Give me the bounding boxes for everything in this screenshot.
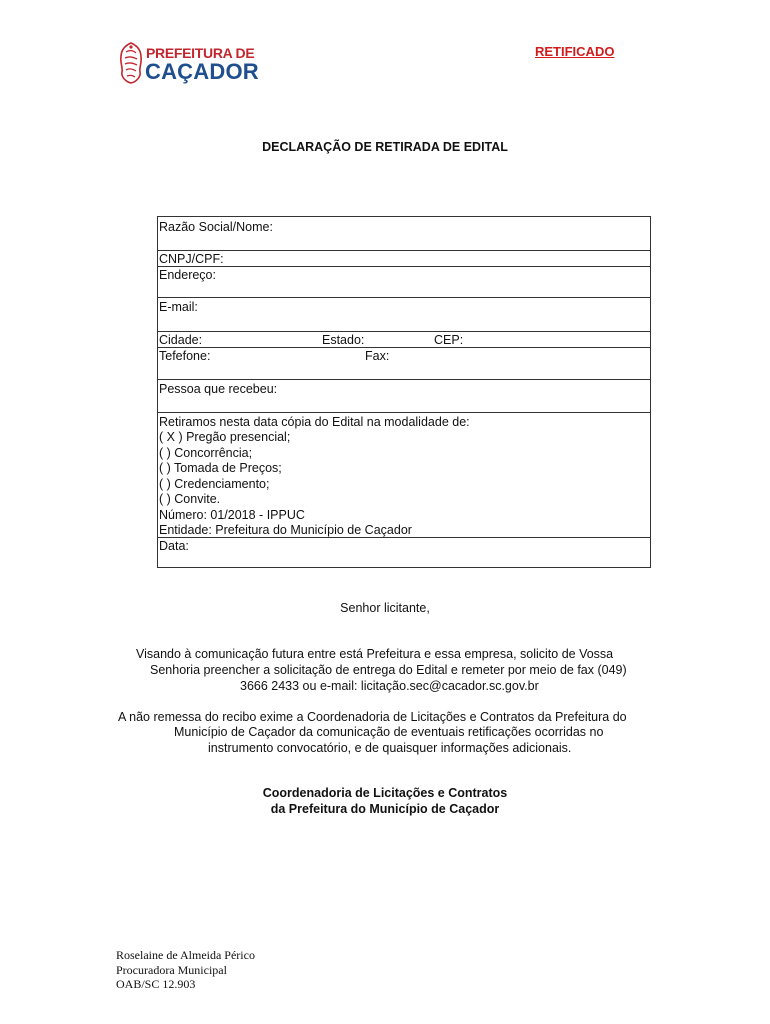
cnpj-label: CNPJ/CPF: (159, 252, 224, 266)
paragraph-1-line-3: 3666 2433 ou e-mail: licitação.sec@cacador.sc.gov.br (240, 679, 539, 693)
paragraph-2-line-1: A não remessa do recibo exime a Coordenadoria de Licitações e Contratos da Prefeitura do (118, 710, 627, 724)
form-divider (158, 250, 650, 251)
option-tomada-precos: ( ) Tomada de Preços; (159, 461, 282, 475)
option-credenciamento: ( ) Credenciamento; (159, 477, 270, 491)
form-divider (158, 266, 650, 267)
retiramos-text: Retiramos nesta data cópia do Edital na modalidade de: (159, 415, 470, 429)
endereco-label: Endereço: (159, 268, 216, 282)
declaration-form (157, 216, 651, 568)
option-pregao: ( X ) Pregão presencial; (159, 430, 291, 444)
form-divider (158, 379, 650, 380)
cep-label: CEP: (434, 333, 464, 347)
option-convite: ( ) Convite. (159, 492, 221, 506)
retificado-stamp: RETIFICADO (535, 44, 615, 59)
telefone-label: Tefefone: (159, 349, 211, 363)
pessoa-recebeu-label: Pessoa que recebeu: (159, 382, 278, 396)
form-divider (158, 412, 650, 413)
signer-oab: OAB/SC 12.903 (116, 977, 196, 991)
entidade-text: Entidade: Prefeitura do Município de Caçador (159, 523, 412, 537)
prefeitura-logo (118, 42, 259, 86)
paragraph-1-line-2: Senhoria preencher a solicitação de entrega do Edital e remeter por meio de fax (049) (150, 663, 627, 677)
paragraph-2-line-3: instrumento convocatório, e de quaisquer informações adicionais. (208, 741, 572, 755)
greeting: Senhor licitante, (340, 601, 430, 615)
estado-label: Estado: (322, 333, 365, 347)
organization-line-1: Coordenadoria de Licitações e Contratos (262, 786, 508, 800)
numero-text: Número: 01/2018 - IPPUC (159, 508, 305, 522)
paragraph-1-line-1: Visando à comunicação futura entre está Prefeitura e essa empresa, solicito de Vossa (136, 647, 614, 661)
paragraph-2-line-2: Município de Caçador da comunicação de eventuais retificações ocorridas no (174, 725, 604, 739)
option-concorrencia: ( ) Concorrência; (159, 446, 253, 460)
razao-social-label: Razão Social/Nome: (159, 220, 273, 234)
logo-text-bottom: CAÇADOR (145, 59, 259, 84)
document-title: DECLARAÇÃO DE RETIRADA DE EDITAL (262, 140, 508, 154)
cacador-emblem-icon (118, 42, 144, 84)
email-label: E-mail: (159, 300, 198, 314)
form-divider (158, 297, 650, 298)
data-label: Data: (159, 539, 189, 553)
form-divider (158, 537, 650, 538)
form-divider (158, 347, 650, 348)
cidade-label: Cidade: (159, 333, 203, 347)
fax-label: Fax: (365, 349, 390, 363)
logo-text-top: PREFEITURA DE (146, 45, 255, 61)
form-divider (158, 331, 650, 332)
signer-role: Procuradora Municipal (116, 963, 227, 977)
organization-line-2: da Prefeitura do Município de Caçador (270, 802, 500, 816)
signer-name: Roselaine de Almeida Périco (116, 948, 255, 962)
